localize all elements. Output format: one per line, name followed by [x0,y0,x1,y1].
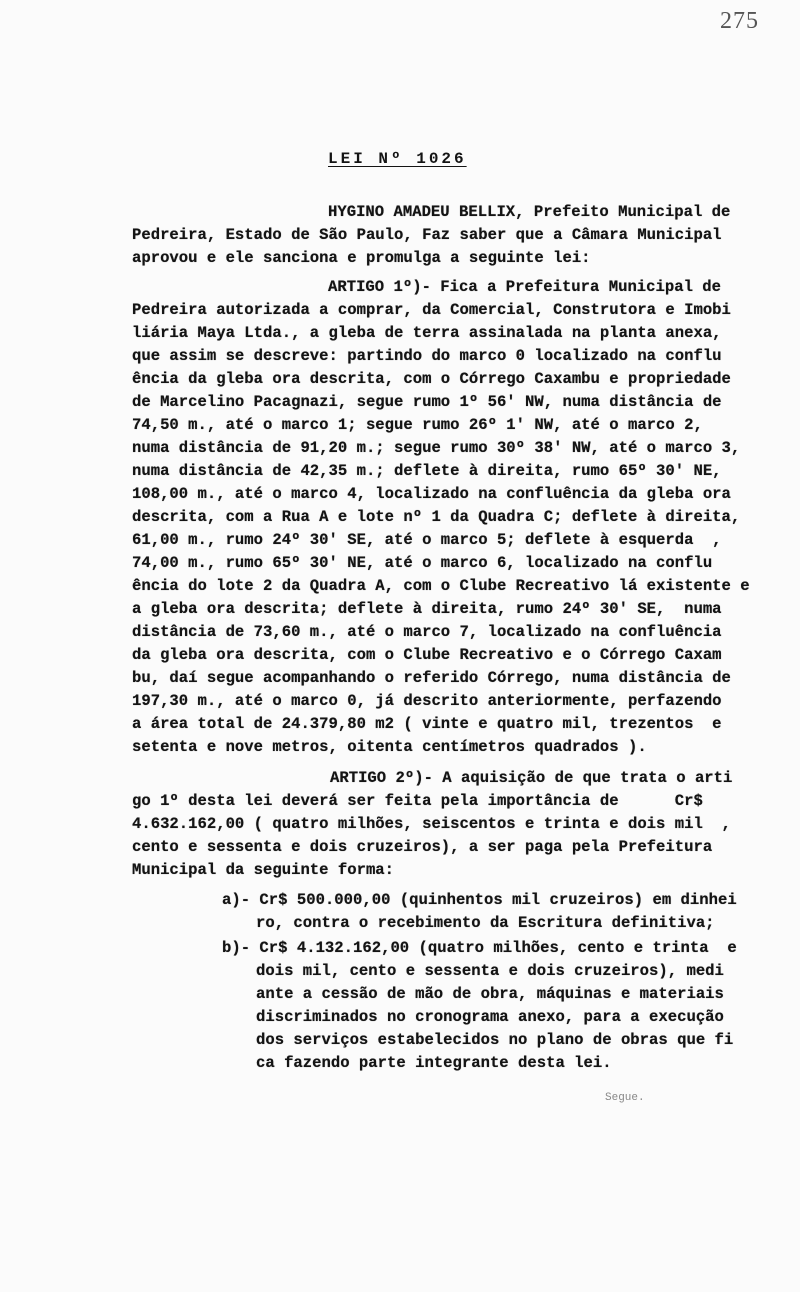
text-line: Pedreira, Estado de São Paulo, Faz saber que a Câmara Municipal [132,226,722,244]
text-line: aprovou e ele sanciona e promulga a seguinte lei: [132,249,591,267]
payment-item-b [222,937,737,1075]
article-heading-line: ARTIGO 1º)- Fica a Prefeitura Municipal de [328,278,722,296]
text-line: discriminados no cronograma anexo, para a execução [256,1008,724,1026]
text-line: de Marcelino Pacagnazi, segue rumo 1º 56' NW, numa distância de [132,393,722,411]
text-line: liária Maya Ltda., a gleba de terra assinalada na planta anexa, [132,324,722,342]
text-line: numa distância de 42,35 m.; deflete à direita, rumo 65º 30' NE, [132,462,722,480]
article-heading-line: ARTIGO 2º)- A aquisição de que trata o arti [330,769,733,787]
text-line: HYGINO AMADEU BELLIX, Prefeito Municipal de [328,203,731,221]
law-title: LEI Nº 1026 [328,150,467,168]
text-line: da gleba ora descrita, com o Clube Recreativo e o Córrego Caxam [132,646,722,664]
text-line: dois mil, cento e sessenta e dois cruzeiros), medi [256,962,724,980]
text-line: Municipal da seguinte forma: [132,861,395,879]
text-line: ência da gleba ora descrita, com o Córrego Caxambu e propriedade [132,370,731,388]
text-line: a área total de 24.379,80 m2 ( vinte e quatro mil, trezentos e [132,715,722,733]
text-line: ro, contra o recebimento da Escritura definitiva; [256,914,715,932]
preamble [132,201,730,270]
text-line: 108,00 m., até o marco 4, localizado na confluência da gleba ora [132,485,731,503]
text-line: go 1º desta lei deverá ser feita pela importância de Cr$ [132,792,703,810]
text-line: 197,30 m., até o marco 0, já descrito anteriormente, perfazendo [132,692,722,710]
text-line: b)- Cr$ 4.132.162,00 (quatro milhões, cento e trinta e [222,939,737,957]
text-line: ca fazendo parte integrante desta lei. [256,1054,612,1072]
text-line: a gleba ora descrita; deflete à direita, rumo 24º 30' SE, numa [132,600,722,618]
text-line: distância de 73,60 m., até o marco 7, localizado na confluência [132,623,722,641]
continuation-note: Segue. [605,1092,645,1104]
text-line: que assim se descreve: partindo do marco 0 localizado na conflu [132,347,722,365]
text-line: 74,00 m., rumo 65º 30' NE, até o marco 6, localizado na conflu [132,554,713,572]
article-2 [132,767,732,882]
text-line: bu, daí segue acompanhando o referido Córrego, numa distância de [132,669,731,687]
text-line: 74,50 m., até o marco 1; segue rumo 26º 1' NW, até o marco 2, [132,416,703,434]
page-number: 275 [720,8,759,34]
text-line: setenta e nove metros, oitenta centímetros quadrados ). [132,738,647,756]
payment-item-a [222,889,737,935]
text-line: dos serviços estabelecidos no plano de obras que fi [256,1031,734,1049]
text-line: ência do lote 2 da Quadra A, com o Clube Recreativo lá existente e [132,577,750,595]
text-line: 4.632.162,00 ( quatro milhões, seiscentos e trinta e dois mil , [132,815,731,833]
article-1 [132,276,750,759]
text-line: numa distância de 91,20 m.; segue rumo 30º 38' NW, até o marco 3, [132,439,741,457]
text-line: ante a cessão de mão de obra, máquinas e materiais [256,985,724,1003]
text-line: 61,00 m., rumo 24º 30' SE, até o marco 5; deflete à esquerda , [132,531,722,549]
text-line: descrita, com a Rua A e lote nº 1 da Quadra C; deflete à direita, [132,508,741,526]
text-line: a)- Cr$ 500.000,00 (quinhentos mil cruzeiros) em dinhei [222,891,737,909]
text-line: Pedreira autorizada a comprar, da Comercial, Construtora e Imobi [132,301,731,319]
text-line: cento e sessenta e dois cruzeiros), a ser paga pela Prefeitura [132,838,713,856]
